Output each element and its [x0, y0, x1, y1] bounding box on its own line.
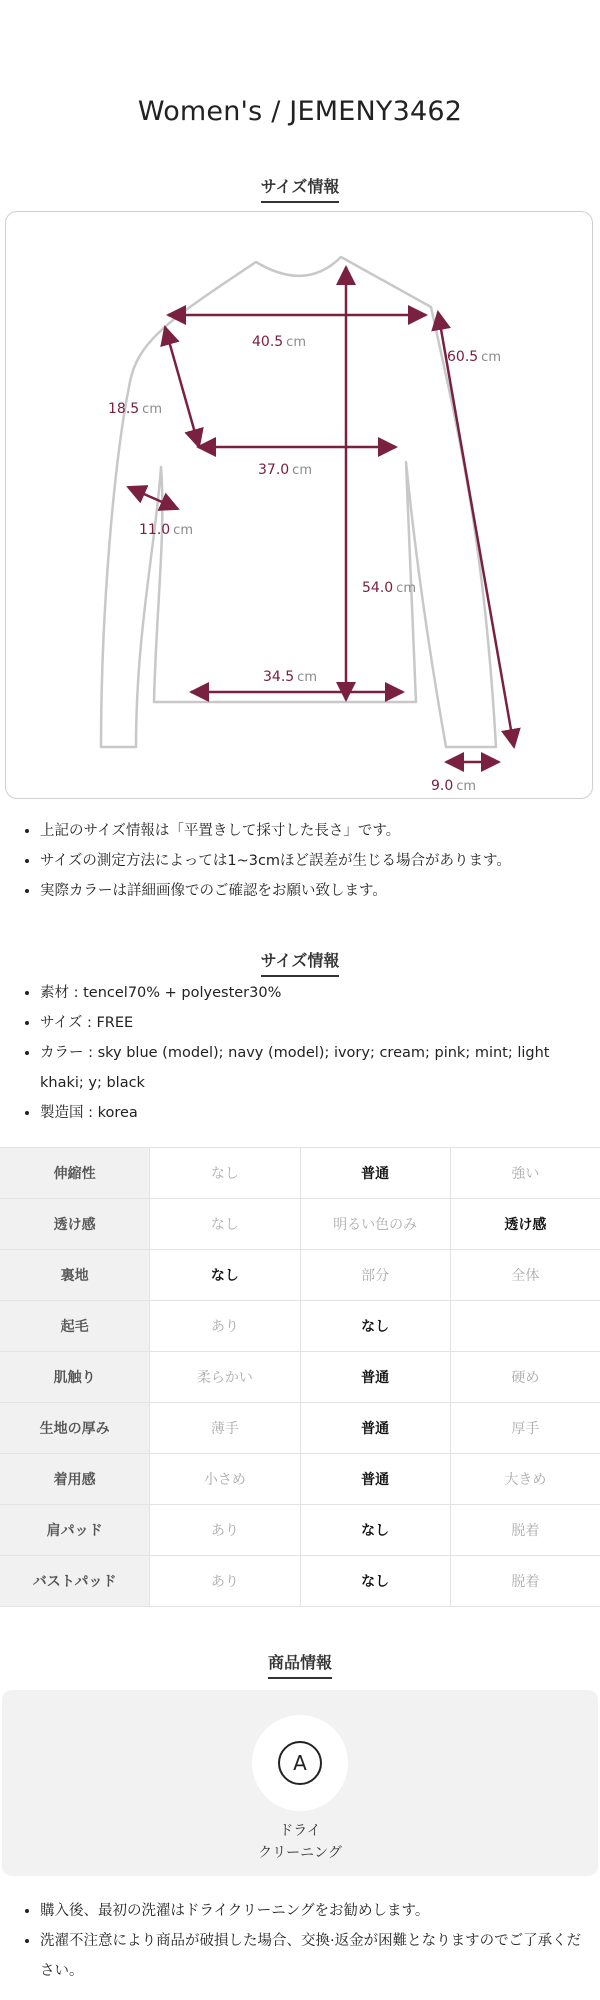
attribute-option: あり [150, 1556, 300, 1607]
list-item: • カラー : sky blue (model); navy (model); ivory; cream; pink; mint; light khaki; y; black [40, 1038, 590, 1098]
list-item: • 素材 : tencel70% + polyester30% [40, 978, 590, 1008]
table-row [0, 1403, 600, 1454]
attribute-option-selected: なし [150, 1250, 300, 1301]
attribute-label: 肩パッド [0, 1505, 150, 1556]
care-label-line1: ドライ [279, 1823, 321, 1839]
table-row [0, 1301, 600, 1352]
measure-lines [128, 267, 514, 762]
attribute-option-selected: なし [300, 1301, 450, 1352]
chest-label: 37.0 cm [258, 462, 312, 478]
info-section-heading [0, 948, 600, 977]
hem-label: 34.5 cm [263, 669, 317, 685]
attribute-option: 厚手 [450, 1403, 600, 1454]
product-title: Women's / JEMENY3462 [137, 96, 463, 127]
table-row [0, 1148, 600, 1199]
sleeve-width-label: 11.0 cm [139, 522, 193, 538]
attribute-option: 小さめ [150, 1454, 300, 1505]
attribute-option: 柔らかい [150, 1352, 300, 1403]
attribute-label: バストパッド [0, 1556, 150, 1607]
product-section-heading-text: 商品情報 [268, 1650, 332, 1679]
list-item: • 洗濯不注意により商品が破損した場合、交換·返金が困難となりますのでご了承ください。 [40, 1926, 590, 1986]
attribute-option-selected: なし [300, 1556, 450, 1607]
attribute-option: 薄手 [150, 1403, 300, 1454]
size-diagram-svg [6, 212, 594, 800]
attribute-option: 硬め [450, 1352, 600, 1403]
cuff-label: 9.0 cm [431, 778, 477, 794]
shoulder-label: 40.5 cm [252, 334, 306, 350]
sleeve-width-measure-line [128, 487, 178, 509]
attribute-option: あり [150, 1505, 300, 1556]
list-item: • 実際カラーは詳細画像でのご確認をお願い致します。 [40, 876, 590, 906]
attribute-label: 生地の厚み [0, 1403, 150, 1454]
attribute-option: なし [150, 1199, 300, 1250]
list-item: • 製造国 : korea [40, 1098, 590, 1128]
size-section-heading-text: サイズ情報 [261, 174, 340, 203]
total-length-label: 54.0 cm [362, 580, 416, 596]
table-row [0, 1505, 600, 1556]
size-notes-list [0, 816, 590, 906]
list-item: • サイズ : FREE [40, 1008, 590, 1038]
attribute-option: 大きめ [450, 1454, 600, 1505]
product-notes-list [0, 1896, 590, 1986]
list-item: • 上記のサイズ情報は「平置きして採寸した長さ」です。 [40, 816, 590, 846]
list-item: • サイズの測定方法によっては1~3cmほど誤差が生じる場合があります。 [40, 846, 590, 876]
attribute-option: 全体 [450, 1250, 600, 1301]
attribute-label: 裏地 [0, 1250, 150, 1301]
info-list [0, 978, 590, 1128]
dry-clean-icon: A [278, 1741, 322, 1785]
attribute-option-selected: 普通 [300, 1454, 450, 1505]
attribute-option-selected: 普通 [300, 1403, 450, 1454]
table-row [0, 1556, 600, 1607]
attribute-option-selected: なし [300, 1505, 450, 1556]
attribute-label: 伸縮性 [0, 1148, 150, 1199]
care-symbol-badge [252, 1715, 348, 1811]
care-label-line2: クリーニング [258, 1845, 342, 1861]
list-item: • 購入後、最初の洗濯はドライクリーニングをお勧めします。 [40, 1896, 590, 1926]
care-info-box [2, 1690, 598, 1876]
care-label [2, 1820, 598, 1864]
size-section-heading [0, 174, 600, 203]
fabric-attributes-table [0, 1147, 600, 1607]
attribute-option: 脱着 [450, 1505, 600, 1556]
attribute-option [450, 1301, 600, 1352]
attribute-option: あり [150, 1301, 300, 1352]
table-row [0, 1250, 600, 1301]
size-diagram [5, 211, 593, 799]
attribute-label: 肌触り [0, 1352, 150, 1403]
armhole-measure-line [165, 327, 199, 447]
sleeve-measure-line [438, 312, 514, 747]
armhole-label: 18.5 cm [108, 401, 162, 417]
attribute-option-selected: 透け感 [450, 1199, 600, 1250]
attribute-label: 着用感 [0, 1454, 150, 1505]
attribute-option: なし [150, 1148, 300, 1199]
attribute-label: 起毛 [0, 1301, 150, 1352]
attribute-option-selected: 普通 [300, 1148, 450, 1199]
table-row [0, 1352, 600, 1403]
attribute-option-selected: 普通 [300, 1352, 450, 1403]
attribute-option: 明るい色のみ [300, 1199, 450, 1250]
sleeve-length-label: 60.5 cm [447, 349, 501, 365]
attribute-option: 強い [450, 1148, 600, 1199]
attribute-option: 部分 [300, 1250, 450, 1301]
info-section-heading-text: サイズ情報 [261, 948, 340, 977]
table-row [0, 1454, 600, 1505]
product-section-heading [0, 1650, 600, 1679]
table-row [0, 1199, 600, 1250]
attribute-option: 脱着 [450, 1556, 600, 1607]
attribute-label: 透け感 [0, 1199, 150, 1250]
